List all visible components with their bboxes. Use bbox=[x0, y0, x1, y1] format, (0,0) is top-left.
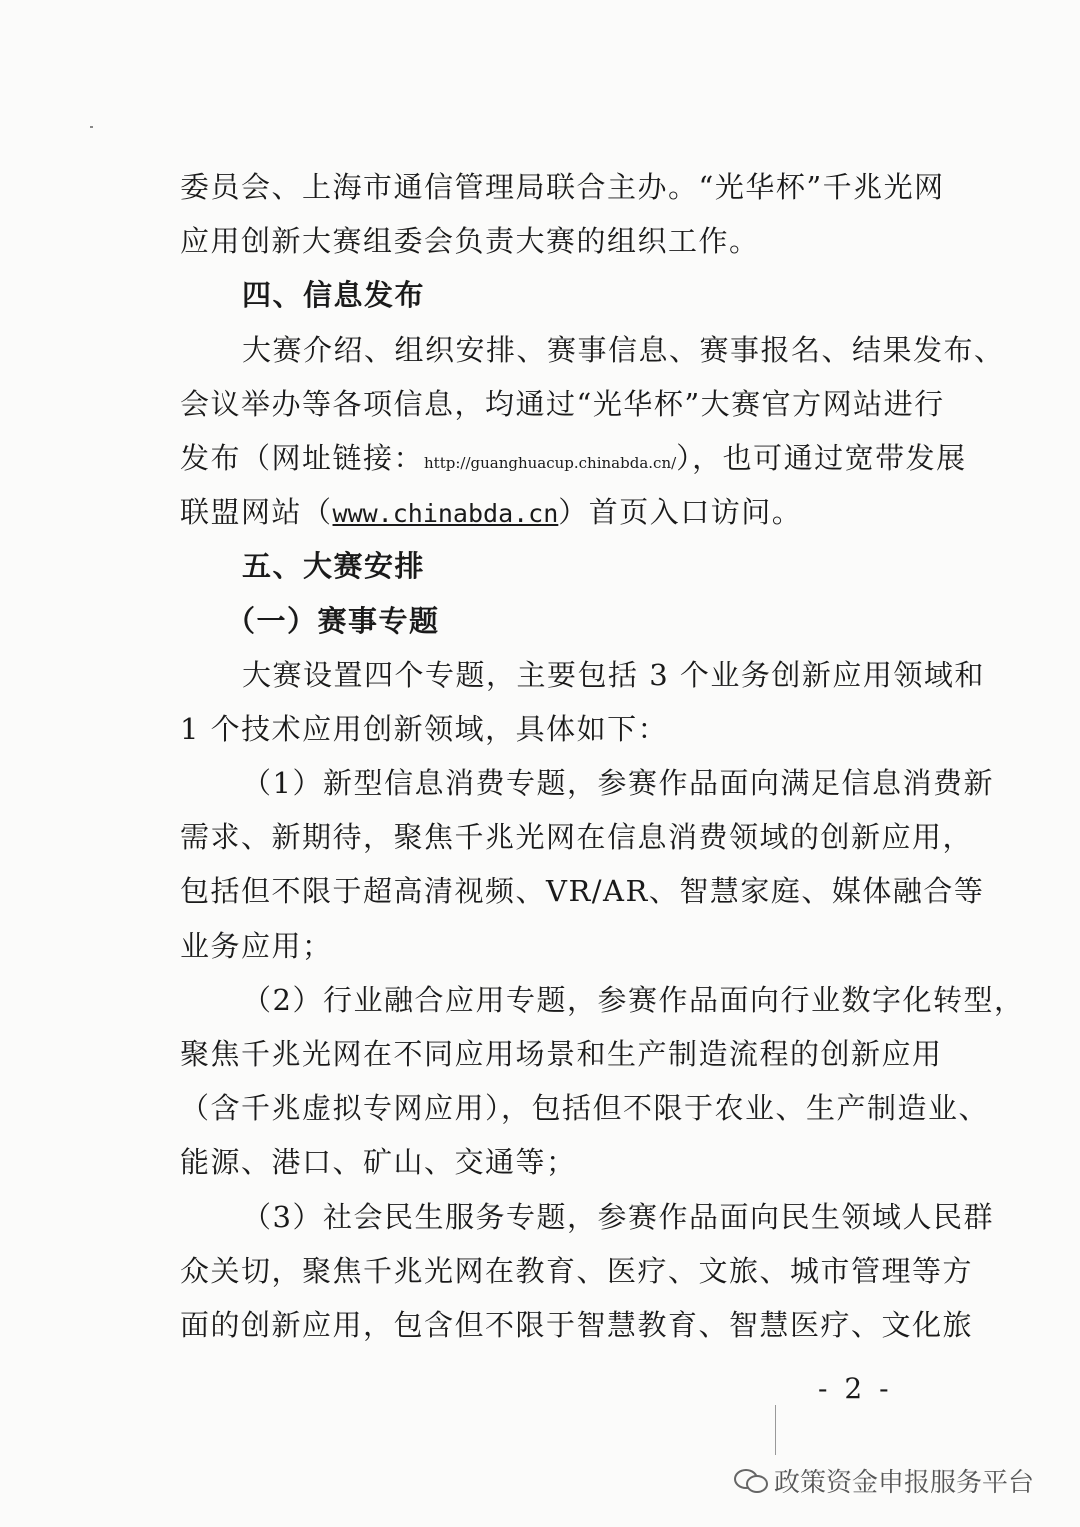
url-link[interactable]: www.chinabda.cn bbox=[332, 499, 559, 529]
text-line: 委员会、上海市通信管理局联合主办。“光华杯”千兆光网 bbox=[180, 170, 945, 204]
wechat-icon bbox=[734, 1467, 766, 1493]
text-line: 大赛设置四个专题，主要包括 3 个业务创新应用领域和 bbox=[242, 657, 985, 692]
text-segment: 发布（网址链接： bbox=[180, 440, 425, 475]
subsection-heading: （一）赛事专题 bbox=[226, 603, 440, 638]
page-number: - 2 - bbox=[818, 1372, 893, 1405]
text-line bbox=[180, 431, 967, 485]
text-line: 业务应用； bbox=[180, 928, 333, 963]
text-line bbox=[180, 485, 920, 539]
text-line: 面的创新应用，包含但不限于智慧教育、智慧医疗、文化旅 bbox=[180, 1307, 974, 1342]
text-segment: ）首页入口访问。 bbox=[558, 495, 803, 530]
text-line: 需求、新期待，聚焦千兆光网在信息消费领域的创新应用， bbox=[180, 820, 974, 855]
text-line: （3）社会民生服务专题，参赛作品面向民生领域人民群 bbox=[242, 1199, 994, 1234]
text-line: （1）新型信息消费专题，参赛作品面向满足信息消费新 bbox=[242, 766, 994, 801]
text-segment: 联盟网站（ bbox=[180, 495, 333, 530]
text-line: 会议举办等各项信息，均通过“光华杯”大赛官方网站进行 bbox=[180, 386, 945, 421]
document-body bbox=[180, 160, 1025, 1352]
text-line: 1 个技术应用创新领域，具体如下： bbox=[180, 711, 669, 746]
text-line: （含千兆虚拟专网应用），包括但不限于农业、生产制造业、 bbox=[180, 1091, 990, 1126]
scan-line bbox=[775, 1405, 776, 1455]
watermark bbox=[734, 1460, 1034, 1500]
text-line: 应用创新大赛组委会负责大赛的组织工作。 bbox=[180, 224, 760, 259]
text-line: 聚焦千兆光网在不同应用场景和生产制造流程的创新应用 bbox=[180, 1037, 943, 1071]
watermark-text: 政策资金申报服务平台 bbox=[774, 1467, 1035, 1498]
text-line: 包括但不限于超高清视频、VR/AR、智慧家庭、媒体融合等 bbox=[180, 874, 985, 909]
text-segment: ），也可通过宽带发展 bbox=[676, 440, 967, 475]
scan-speck bbox=[90, 126, 93, 128]
text-line: （2）行业融合应用专题，参赛作品面向行业数字化转型， bbox=[242, 982, 1025, 1017]
text-line: 大赛介绍、组织安排、赛事信息、赛事报名、结果发布、 bbox=[242, 332, 1005, 367]
section-heading: 五、大赛安排 bbox=[242, 549, 426, 584]
url-link[interactable]: http://guanghuacup.chinabda.cn/ bbox=[424, 453, 677, 472]
text-line: 能源、港口、矿山、交通等； bbox=[180, 1145, 577, 1180]
text-line: 众关切，聚焦千兆光网在教育、医疗、文旅、城市管理等方 bbox=[180, 1253, 974, 1288]
section-heading: 四、信息发布 bbox=[242, 278, 426, 313]
